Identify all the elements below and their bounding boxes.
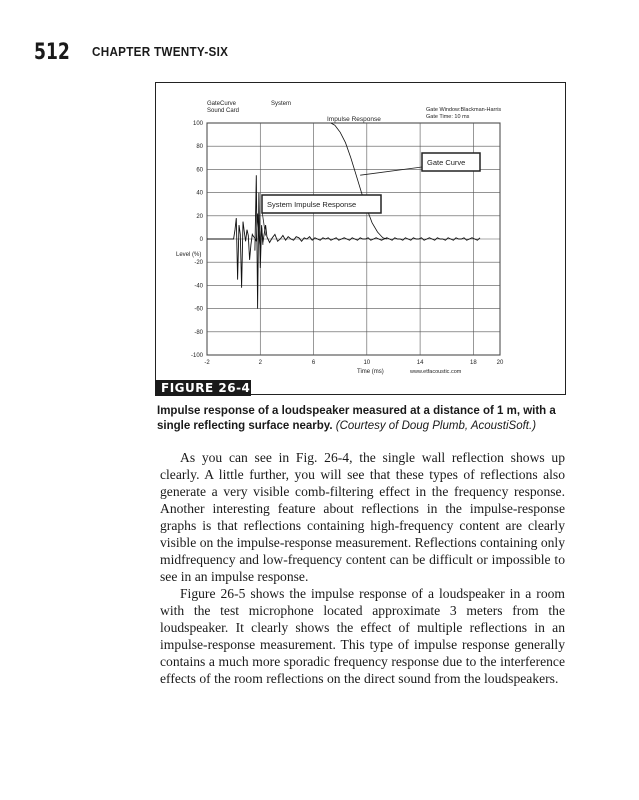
x-tick-label: -2 [204,360,210,366]
x-tick-label: 20 [496,360,504,366]
x-tick-label: 6 [311,360,316,366]
top-right-label-2: Gate Time: 10 ms [426,114,470,120]
chapter-title: CHAPTER TWENTY-SIX [92,44,229,59]
system-impulse-label: System Impulse Response [267,200,357,209]
paragraph-1: As you can see in Fig. 26-4, the single wall reflection shows up clearly. A little further, you will see that these types of reflections also generate a very visible comb-filtering effect in the frequency response. Another interesting feature about reflections in the impulse-response graphs is that reflections containing high-frequency content are clearly visible on the impulse-response measurement. Reflections containing only midfrequency and low-frequency content can be difficult or impossible to see in an impulse response. [160,450,565,584]
y-tick-label: -60 [194,306,203,313]
y-tick-label: -40 [194,283,203,290]
y-tick-label: -100 [190,353,203,359]
y-tick-label: 80 [196,144,203,151]
x-tick-label: 18 [470,360,477,366]
body-text [160,449,565,687]
y-tick-label: 40 [196,190,203,197]
y-tick-label: 0 [199,237,203,243]
system-impulse-annotation [262,195,381,236]
caption-credit: (Courtesy of Doug Plumb, AcoustiSoft.) [335,420,537,432]
y-axis-label: Level (%) [176,252,202,258]
x-tick-label: 14 [416,360,424,366]
figure-frame [155,82,566,395]
x-tick-labels [204,360,504,366]
gate-curve-label: Gate Curve [427,158,466,167]
y-tick-label: 100 [192,121,203,127]
top-mid-label: System [271,101,292,107]
y-tick-label: 60 [196,167,203,174]
caption-main: Impulse response of a loudspeaker measured at a distance of 1 m, with a single reflecting surface nearby. [157,405,556,432]
figure-caption [157,404,577,434]
chart-footer-url: www.etfacoustic.com [410,369,462,375]
y-tick-label: 20 [196,213,203,220]
chart-title: Impulse Response [327,116,381,123]
top-right-label-1: Gate Window:Blackman-Harris [426,107,502,113]
impulse-response-chart [156,83,567,396]
page-number: 512 [34,40,70,65]
gate-curve-leader-line [360,167,422,175]
top-left-label-1: GateCurve [207,101,237,107]
x-tick-label: 2 [258,360,262,366]
x-tick-label: 10 [363,360,371,366]
x-axis-label: Time (ms) [357,369,384,375]
series-line-1 [207,214,480,288]
figure-label: FIGURE 26-4 [155,380,251,396]
y-tick-labels [191,121,204,359]
top-left-label-2: Sound Card [207,108,240,114]
y-tick-label: -80 [194,329,203,336]
y-tick-label: -20 [194,260,203,267]
system-impulse-leader-line [262,211,266,236]
paragraph-2: Figure 26-5 shows the impulse response of a loudspeaker in a room with the test microphone located approximate 3 meters from the loudspeaker. It clearly shows the effect of multiple reflections in an impulse-response measurement. This type of impulse response generally contains a much more sporadic frequency response due to the interference effects of the room reflections on the direct sound from the loudspeakers. [160,586,565,686]
series-line-3 [331,123,387,239]
